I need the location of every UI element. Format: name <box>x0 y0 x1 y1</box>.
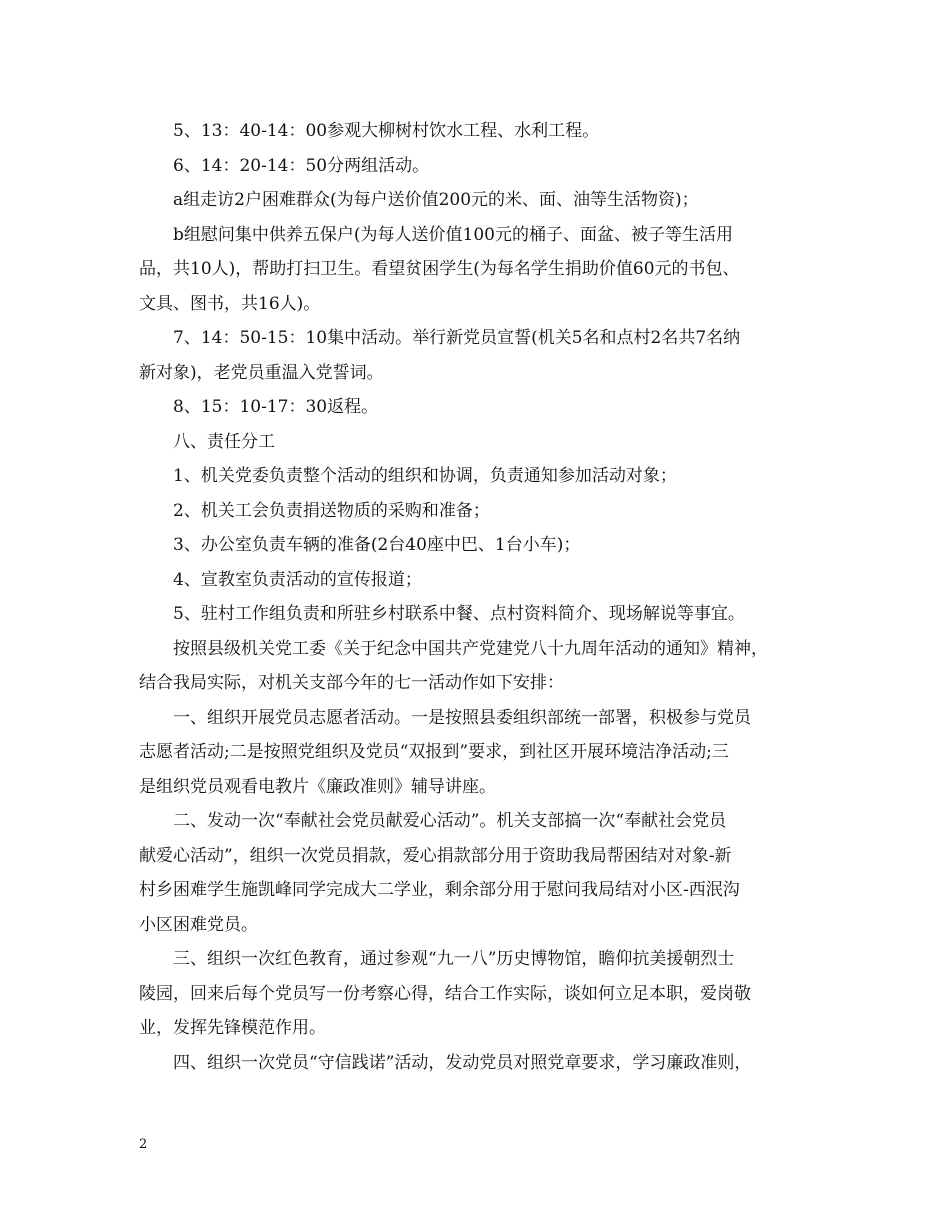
paragraph-line: 献爱心活动”，组织一次党员捐款，爱心捐款部分用于资助我局帮困结对对象-新 <box>139 845 732 866</box>
paragraph <box>139 528 819 563</box>
paragraph-line: 陵园，回来后每个党员写一份考察心得，结合工作实际，谈如何立足本职，爱岗敬 <box>139 983 751 1004</box>
paragraph-line: 7、14：50-15：10集中活动。举行新党员宣誓(机关5名和点村2名共7名纳 <box>173 328 741 348</box>
paragraph <box>139 183 819 218</box>
paragraph-line: 4、宣教室负责活动的宣传报道； <box>173 569 422 590</box>
paragraph-line: 1、机关党委负责整个活动的组织和协调，负责通知参加活动对象； <box>173 466 677 486</box>
paragraph-line: 5、13：40-14：00参观大柳树村饮水工程、水利工程。 <box>173 121 600 141</box>
paragraph-line: 二、发动一次“奉献社会党员献爱心活动”。机关支部搞一次“奉献社会党员 <box>173 811 727 831</box>
paragraph-line: b组慰问集中供养五保户(为每人送价值100元的桶子、面盆、被子等生活用 <box>173 224 733 245</box>
paragraph-line: 业，发挥先锋模范作用。 <box>139 1018 326 1038</box>
paragraph <box>139 563 819 598</box>
paragraph <box>139 218 819 322</box>
paragraph <box>139 149 819 184</box>
paragraph-line: 三、组织一次红色教育，通过参观“九一八”历史博物馆，瞻仰抗美援朝烈士 <box>173 949 735 969</box>
paragraph-line: 八、责任分工 <box>173 431 275 452</box>
paragraph-line: 是组织党员观看电教片《廉政准则》辅导讲座。 <box>139 776 496 797</box>
paragraph-line: 新对象)，老党员重温入党誓词。 <box>139 362 384 383</box>
paragraph-line: 四、组织一次党员“守信践诺”活动，发动党员对照党章要求，学习廉政准则， <box>173 1052 752 1073</box>
paragraph-line: 5、驻村工作组负责和所驻乡村联系中餐、点村资料简介、现场解说等事宜。 <box>173 604 745 624</box>
paragraph-line: a组走访2户困难群众(为每户送价值200元的米、面、油等生活物资)； <box>173 190 699 210</box>
paragraph-line: 结合我局实际，对机关支部今年的七一活动作如下安排： <box>139 673 564 693</box>
page-number: 2 <box>139 1137 148 1152</box>
paragraph <box>139 701 819 805</box>
paragraph-line: 8、15：10-17：30返程。 <box>173 397 379 417</box>
paragraph-line: 2、机关工会负责捐送物质的采购和准备； <box>173 500 490 521</box>
paragraph-line: 品，共10人)，帮助打扫卫生。看望贫困学生(为每名学生捐助价值60元的书包、 <box>139 259 740 279</box>
paragraph-line: 村乡困难学生施凯峰同学完成大二学业，剩余部分用于慰问我局结对小区-西泯沟 <box>139 880 740 900</box>
paragraph <box>139 321 819 390</box>
paragraph-line: 6、14：20-14：50分两组活动。 <box>173 155 430 176</box>
paragraph <box>139 114 819 149</box>
paragraph-line: 一、组织开展党员志愿者活动。一是按照县委组织部统一部署，积极参与党员 <box>173 707 751 728</box>
paragraph <box>139 425 819 460</box>
paragraph-line: 按照县级机关党工委《关于纪念中国共产党建党八十九周年活动的通知》精神， <box>173 638 768 659</box>
paragraph <box>139 459 819 494</box>
paragraph <box>139 1046 819 1081</box>
paragraph-line: 志愿者活动;二是按照党组织及党员“双报到”要求，到社区开展环境洁净活动;三 <box>139 742 729 762</box>
paragraph-line: 小区困难党员。 <box>139 914 258 935</box>
paragraph <box>139 942 819 1046</box>
document-body <box>139 114 819 1080</box>
paragraph <box>139 804 819 942</box>
paragraph <box>139 632 819 701</box>
paragraph <box>139 494 819 529</box>
paragraph <box>139 597 819 632</box>
paragraph-line: 3、办公室负责车辆的准备(2台40座中巴、1台小车)； <box>173 535 581 555</box>
paragraph-line: 文具、图书，共16人)。 <box>139 293 321 314</box>
paragraph <box>139 390 819 425</box>
